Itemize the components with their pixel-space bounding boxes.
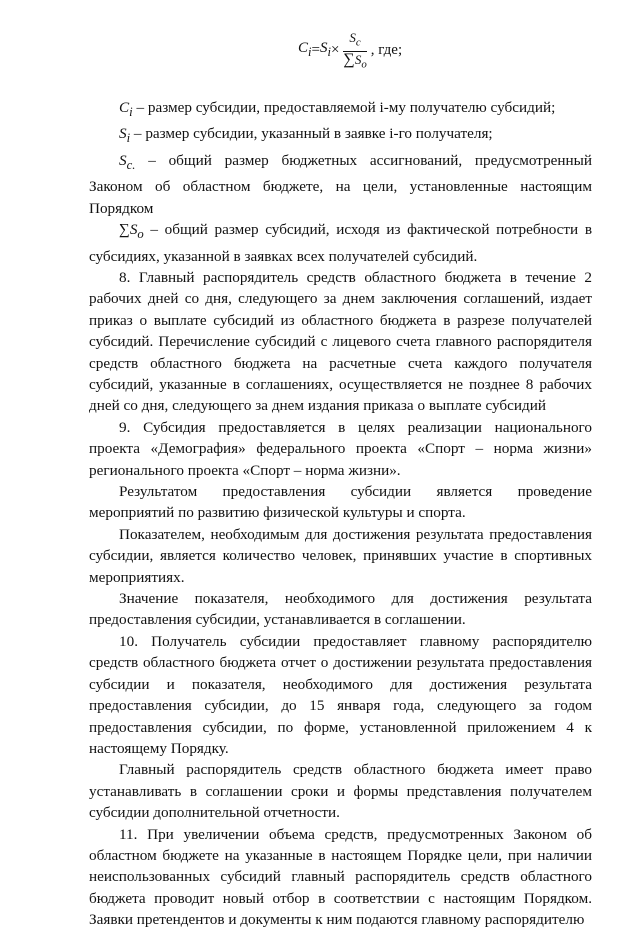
formula-times: ×	[330, 42, 340, 59]
formula-s: $S_i$	[319, 40, 331, 60]
formula-equals: =	[311, 42, 320, 59]
formula-lhs: $C_i$	[298, 40, 312, 60]
definition-si: $S_i$ – размер субсидии, указанный в заявке i-го получателя;	[119, 125, 493, 146]
paragraph-indicator-value: Значение показателя, необходимого для достижения результата предоставления субсидии, устанавливается в соглашении.	[89, 590, 592, 629]
paragraph-result: Результатом предоставления субсидии является проведение мероприятий по развитию физической культуры и спорта.	[89, 483, 592, 522]
definition-ci: $C_i$ – размер субсидии, предоставляемой i-му получателю субсидий;	[119, 99, 556, 120]
document-body	[89, 97, 592, 931]
formula-fraction	[343, 30, 366, 72]
subsidy-formula	[298, 30, 402, 72]
formula-numerator: $S_c$	[343, 30, 366, 52]
paragraph-reporting: Главный распорядитель средств областного бюджета имеет право устанавливать в соглашении сроки и формы представления получателем субсидии дополнительной отчетности.	[89, 761, 592, 822]
paragraph-11: 11. При увеличении объема средств, предусмотренных Законом об областном бюджете на указанные в настоящем Порядке цели, при наличии неиспользованных субсидий главный распорядитель средств областного бюджета проводит новый отбор в соответствии с настоящим Порядком. Заявки претендентов и документы к ним подаются главному распорядителю	[89, 825, 592, 929]
formula-tail: , где;	[370, 42, 403, 59]
paragraph-indicator: Показателем, необходимым для достижения результата предоставления субсидии, является количество человек, принявших участие в спортивных мероприятиях.	[89, 525, 592, 586]
paragraph-8: 8. Главный распорядитель средств областного бюджета в течение 2 рабочих дней со дня, следующего за днем заключения соглашений, издает приказ о выплате субсидий из областного бюджета в разрезе получателей субсидий. Перечисление субсидий с лицевого счета главного распорядителя средств областного бюджета на расчетные счета каждого получателя субсидий, указанные в соглашениях, осуществляется не позднее 8 рабочих дней со дня, следующего за днем издания приказа о выплате субсидий	[89, 268, 592, 415]
definition-sc: $S_{c.}$ – общий размер бюджетных ассигнований, предусмотренный Законом об областном бюджете, на цели, установленные настоящим Порядком	[89, 151, 592, 217]
paragraph-9: 9. Субсидия предоставляется в целях реализации национального проекта «Демография» федерального проекта «Спорт – норма жизни» регионального проекта «Спорт – норма жизни».	[89, 418, 592, 479]
definition-so: $\sum S_o$ – общий размер субсидий, исходя из фактической потребности в субсидиях, указанной в заявках всех получателей субсидий.	[89, 221, 592, 265]
paragraph-10: 10. Получатель субсидии предоставляет главному распорядителю средств областного бюджета отчет о достижении результата предоставления субсидии и показателя, необходимого для достижения результата предоставления субсидии, до 15 января года, следующего за годом предоставления субсидии, по форме, установленной приложением 4 к настоящему Порядку.	[89, 632, 592, 757]
formula-denominator: $\sum S_o$	[343, 50, 367, 71]
